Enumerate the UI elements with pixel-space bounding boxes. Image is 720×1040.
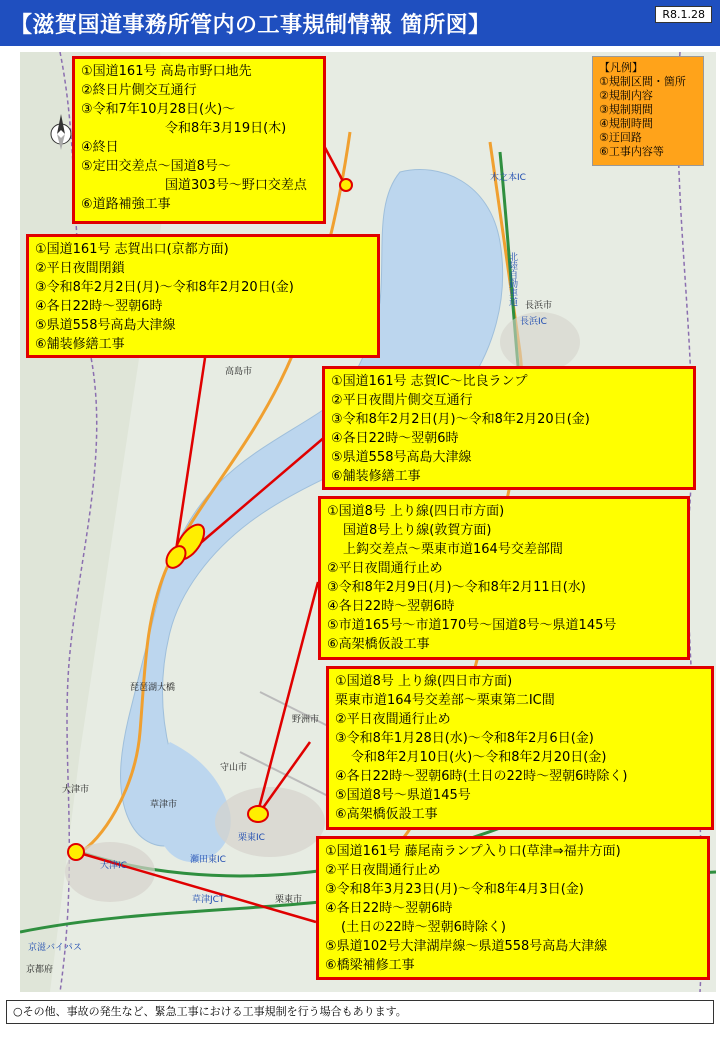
- title-bar: [0, 0, 720, 46]
- label-kusatsu-jct: 草津JCT: [192, 895, 225, 905]
- legend-item: ②規制内容: [599, 89, 653, 102]
- legend-item: ③規制期間: [599, 103, 653, 116]
- legend-item: ⑥工事内容等: [599, 145, 664, 158]
- label-kusatsu: 草津市: [150, 800, 178, 810]
- info-box-5[interactable]: ①国道8号 上り線(四日市方面) 栗東市道164号交差部～栗東第二IC間 ②平日夜間通行止め ③令和8年1月28日(水)～令和8年2月6日(金) 令和8年2月10日(火)～令和8年2月20日(金) ④各日22時～翌朝6時(土日の22時～翌朝6時除く) ⑤国道8号～県道145号 ⑥高架橋仮設工事: [326, 666, 714, 830]
- info-box-2[interactable]: ①国道161号 志賀出口(京都方面) ②平日夜間閉鎖 ③令和8年2月2日(月)～令和8年2月20日(金) ④各日22時～翌朝6時 ⑤県道558号高島大津線 ⑥舗装修繕工事: [26, 234, 380, 358]
- label-ritto: 栗東市: [275, 895, 303, 905]
- label-takashima: 高島市: [225, 367, 253, 377]
- info-box-6[interactable]: ①国道161号 藤尾南ランプ入り口(草津⇒福井方面) ②平日夜間通行止め ③令和8年3月23日(月)～令和8年4月3日(金) ④各日22時～翌朝6時 (土日の22時～翌朝6時除く) ⑤県道102号大津湖岸線～県道558号高島大津線 ⑥橋梁補修工事: [316, 836, 710, 980]
- legend-item: ⑤迂回路: [599, 131, 642, 144]
- info-box-3[interactable]: ①国道161号 志賀IC～比良ランプ ②平日夜間片側交互通行 ③令和8年2月2日(月)～令和8年2月20日(金) ④各日22時～翌朝6時 ⑤県道558号高島大津線 ⑥舗装修繕工事: [322, 366, 696, 490]
- legend-item: ①規制区間・箇所: [599, 75, 686, 88]
- label-seta-higashi: 瀬田東IC: [190, 855, 226, 865]
- date-badge: R8.1.28: [655, 6, 712, 23]
- label-kinomoto-ic: 木之本IC: [490, 173, 526, 183]
- label-otsu-ic: 大津IC: [100, 861, 127, 871]
- label-bypass: 京滋バイパス: [28, 943, 82, 953]
- info-box-4[interactable]: ①国道8号 上り線(四日市方面) 国道8号上り線(敦賀方面) 上鈎交差点～栗東市道164号交差部間 ②平日夜間通行止め ③令和8年2月9日(月)～令和8年2月11日(水) ④各日22時～翌朝6時 ⑤市道165号～市道170号～国道8号～県道145号 ⑥高架橋仮設工事: [318, 496, 690, 660]
- legend-heading: 【凡例】: [599, 61, 643, 74]
- page-title: 【滋賀国道事務所管内の工事規制情報 箇所図】: [10, 13, 491, 38]
- label-expressway: 北陸自動車道: [507, 252, 517, 306]
- legend-box: [592, 56, 704, 166]
- footer-note: ○その他、事故の発生など、緊急工事における工事規制を行う場合もあります。: [6, 1000, 714, 1024]
- label-nagahama-ic: 長浜IC: [520, 317, 547, 327]
- label-nagahama: 長浜市: [525, 301, 553, 311]
- info-box-1[interactable]: ①国道161号 高島市野口地先 ②終日片側交互通行 ③令和7年10月28日(火)～ 令和8年3月19日(木) ④終日 ⑤定田交差点～国道8号～ 国道303号～野口交差点 ⑥道路補強工事: [72, 56, 326, 224]
- label-moriyama: 守山市: [220, 763, 248, 773]
- label-yasu: 野洲市: [292, 715, 320, 725]
- label-kyoto: 京都府: [26, 965, 54, 975]
- legend-item: ④規制時間: [599, 117, 653, 130]
- label-biwako-bridge: 琵琶湖大橋: [130, 683, 176, 693]
- label-ritto-ic: 栗東IC: [238, 833, 265, 843]
- label-otsu: 大津市: [62, 785, 90, 795]
